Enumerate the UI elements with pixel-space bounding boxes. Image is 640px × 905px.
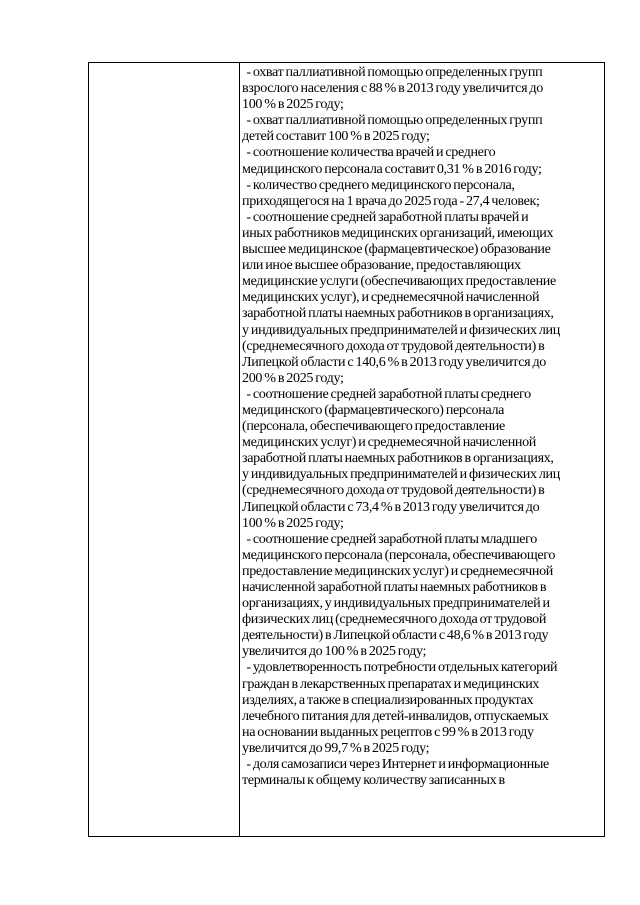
text-line: деятельности) в Липецкой области с 48,6 % в 2013 году xyxy=(242,627,549,644)
text-line: медицинских услуг) и среднемесячной начисленной xyxy=(242,434,536,451)
text-line: у индивидуальных предпринимателей и физических лиц xyxy=(242,466,560,483)
text-line: - соотношение количества врачей и среднего xyxy=(242,144,496,161)
text-line: - доля самозаписи через Интернет и информационные xyxy=(242,756,549,773)
table-right-column xyxy=(240,63,605,836)
text-line: 100 % в 2025 году; xyxy=(242,514,344,531)
text-line: предоставление медицинских услуг) и среднемесячной xyxy=(242,562,554,579)
text-line: - соотношение средней заработной платы младшего xyxy=(242,530,537,547)
text-line: начисленной заработной платы наемных работников в xyxy=(242,579,547,595)
text-line: организациях, у индивидуальных предпринимателей и xyxy=(242,595,550,612)
text-line: заработной платы наемных работников в организациях, xyxy=(242,305,554,322)
text-line: медицинских услуг), и среднемесячной начисленной xyxy=(242,289,540,306)
text-line: (среднемесячного дохода от трудовой деятельности) в xyxy=(242,482,545,499)
text-line: - соотношение средней заработной платы среднего xyxy=(242,385,531,402)
text-line: 100 % в 2025 году; xyxy=(242,96,344,113)
text-line: медицинского персонала составит 0,31 % в 2016 году; xyxy=(242,160,542,177)
text-line: Липецкой области с 140,6 % в 2013 году увеличится до xyxy=(242,353,546,370)
text-line: Липецкой области с 73,4 % в 2013 году увеличится до xyxy=(242,498,540,515)
table-left-column xyxy=(89,63,240,836)
text-line: 200 % в 2025 году; xyxy=(242,369,344,386)
text-line: заработной платы наемных работников в организациях, xyxy=(242,450,554,467)
document-table xyxy=(88,62,605,837)
text-line: на основании выданных рецептов с 99 % в 2013 году xyxy=(242,723,534,740)
text-line: у индивидуальных предпринимателей и физических лиц xyxy=(242,321,560,338)
text-line: (среднемесячного дохода от трудовой деятельности) в xyxy=(242,337,545,354)
text-line: детей составит 100 % в 2025 году; xyxy=(242,128,430,145)
text-line: - количество среднего медицинского персонала, xyxy=(242,176,515,193)
text-line: медицинские услуги (обеспечивающих предоставление xyxy=(242,273,556,290)
text-line: иных работников медицинских организаций, имеющих xyxy=(242,224,554,241)
text-line: физических лиц (среднемесячного дохода от трудовой xyxy=(242,611,547,628)
text-line: увеличится до 100 % в 2025 году; xyxy=(242,643,427,660)
text-line: - охват паллиативной помощью определенных групп xyxy=(242,112,543,129)
text-line: - соотношение средней заработной платы врачей и xyxy=(242,208,529,225)
indicator-text xyxy=(242,64,605,788)
text-line: граждан в лекарственных препаратах и медицинских xyxy=(242,675,540,692)
text-line: или иное высшее образование, предоставляющих xyxy=(242,257,521,274)
text-line: (персонала, обеспечивающего предоставление xyxy=(242,418,505,435)
text-line: терминалы к общему количеству записанных в xyxy=(242,772,505,789)
text-line: - охват паллиативной помощью определенных групп xyxy=(242,64,543,80)
text-line: взрослого населения с 88 % в 2013 году увеличится до xyxy=(242,80,543,97)
text-line: увеличится до 99,7 % в 2025 году; xyxy=(242,739,430,756)
text-line: лечебного питания для детей-инвалидов, отпускаемых xyxy=(242,707,549,724)
text-line: медицинского (фармацевтического) персонала xyxy=(242,401,505,418)
text-line: медицинского персонала (персонала, обеспечивающего xyxy=(242,546,556,563)
text-line: - удовлетворенность потребности отдельных категорий xyxy=(242,659,558,676)
text-line: высшее медицинское (фармацевтическое) образование xyxy=(242,241,551,258)
text-line: приходящегося на 1 врача до 2025 года - 27,4 человек; xyxy=(242,192,540,209)
text-line: изделиях, а также в специализированных продуктах xyxy=(242,691,534,708)
